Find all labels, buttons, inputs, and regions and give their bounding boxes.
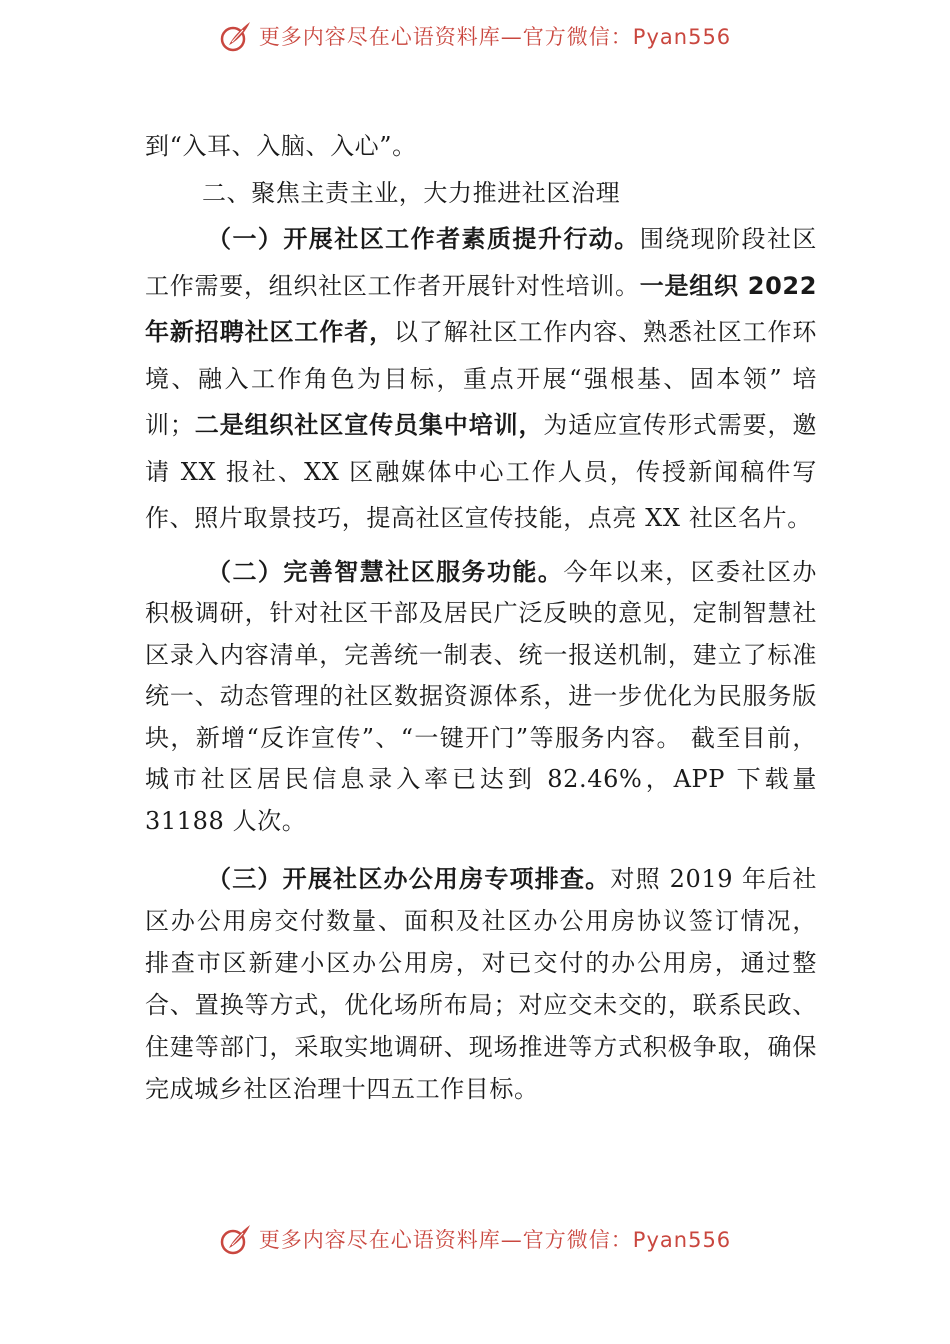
item-1-bold-2: 二是组织社区宣传员集中培训， xyxy=(194,411,544,439)
header-banner xyxy=(0,16,950,56)
item-1-text-a: 围绕现阶段社区工作需要，组织社区工作者开展针对性培训。 xyxy=(145,225,817,300)
footer-banner xyxy=(0,1219,950,1259)
paragraph-item-1 xyxy=(145,216,817,542)
paragraph-continuation: 到“入耳、入脑、入心”。 xyxy=(145,132,417,160)
item-2-heading: （二）完善智慧社区服务功能。 xyxy=(207,557,564,586)
section-heading: 二、聚焦主责主业，大力推进社区治理 xyxy=(202,178,621,207)
item-1-text-c: 以了解社区工作内容、熟悉社区工作环境、融入工作角色为目标，重点开展“强根基、固本领” 培训； xyxy=(145,318,817,439)
item-2-text: 今年以来，区委社区办积极调研，针对社区干部及居民广泛反映的意见，定制智慧社区录入内容清单，完善统一制表、统一报送机制，建立了标准统一、动态管理的社区数据资源体系，进一步优化为民服务版块，新增“反诈宣传”、“一键开门”等服务内容。 截至目前，城市社区居民信息录入率已达到 82.46%，APP 下载量 31188 人次。 xyxy=(145,557,817,835)
paragraph-item-3 xyxy=(145,858,817,1110)
item-3-text: 对照 2019 年后社区办公用房交付数量、面积及社区办公用房协议签订情况， 排查市区新建小区办公用房，对已交付的办公用房，通过整合、置换等方式，优化场所布局；对应交未交的，联系民政、住建等部门，采取实地调研、现场推进等方式积极争取，确保完成城乡社区治理十四五工作目标。 xyxy=(145,865,817,1103)
item-3-heading: （三）开展社区办公用房专项排查。 xyxy=(207,865,611,893)
item-1-text-d: 为适应宣传形式需要，邀请 XX 报社、XX 区融媒体中心工作人员，传授新闻稿件写作、照片取景技巧，提高社区宣传技能，点亮 XX 社区名片。 xyxy=(145,411,817,532)
header-banner-text: 更多内容尽在心语资料库—官方微信：Pyan556 xyxy=(258,25,732,49)
paragraph-item-2 xyxy=(145,552,817,843)
document-body xyxy=(145,123,817,1110)
item-1-heading: （一）开展社区工作者素质提升行动。 xyxy=(207,225,640,253)
red-feather-logo-icon xyxy=(219,1222,253,1256)
item-1-bold-1: 一是组织 2022 年新招聘社区工作者， xyxy=(145,271,817,346)
red-feather-logo-icon xyxy=(219,19,253,53)
footer-banner-text: 更多内容尽在心语资料库—官方微信：Pyan556 xyxy=(258,1228,732,1252)
